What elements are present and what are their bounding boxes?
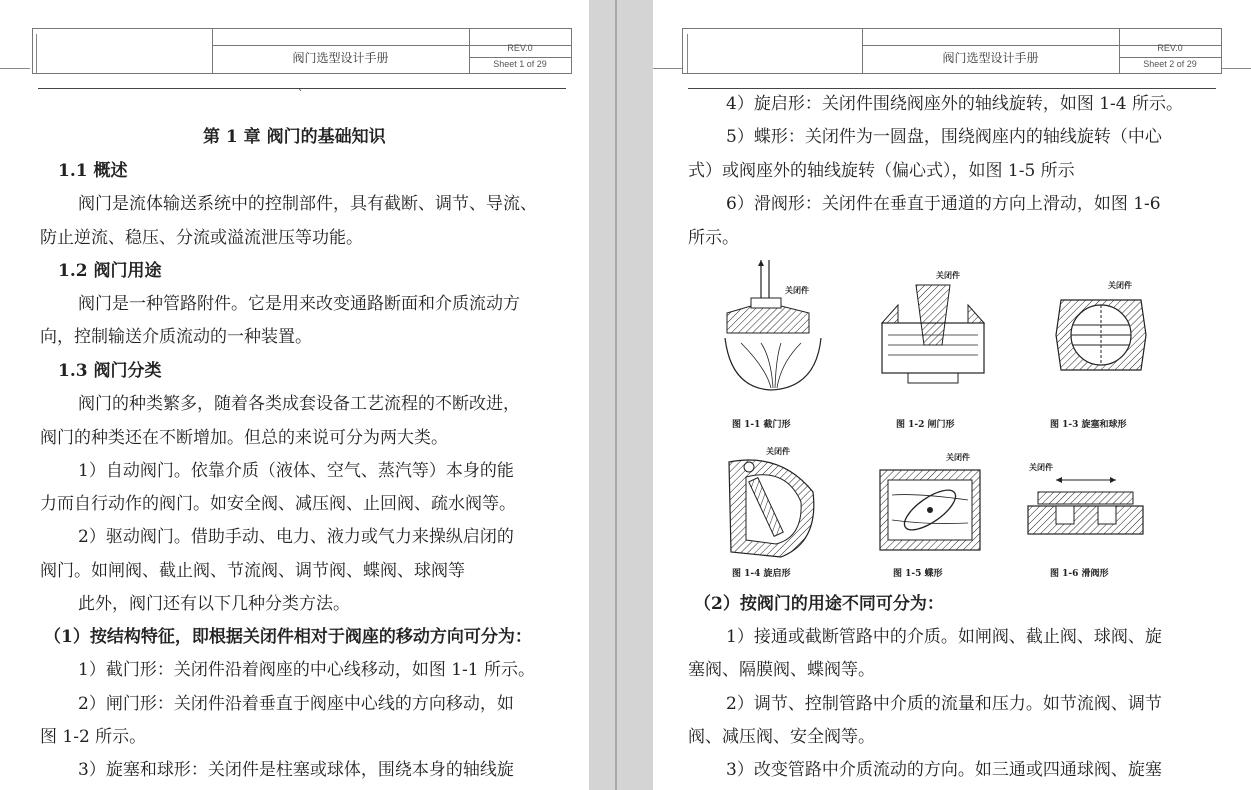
paragraph-line: 2）闸门形：关闭件沿着垂直于阀座中心线的方向移动，如 bbox=[78, 694, 514, 714]
paragraph-line: 3）旋塞和球形：关闭件是柱塞或球体，围绕本身的轴线旋 bbox=[78, 760, 514, 780]
figure-caption: 图 1-3 旋塞和球形 bbox=[1050, 420, 1127, 430]
paragraph-line: 阀门的种类繁多，随着各类成套设备工艺流程的不断改进， bbox=[78, 394, 520, 414]
document-page-1 bbox=[0, 0, 589, 790]
paragraph-line: 所示。 bbox=[688, 228, 739, 248]
header-rev: REV.0 bbox=[507, 43, 533, 53]
header-title: 阀门选型设计手册 bbox=[942, 51, 1039, 65]
paragraph-line: 1）自动阀门。依靠介质（液体、空气、蒸汽等）本身的能 bbox=[78, 461, 514, 481]
paragraph-line: 阀门的种类还在不断增加。但总的来说可分为两大类。 bbox=[40, 428, 448, 448]
crop-mark bbox=[1221, 68, 1251, 69]
crop-mark bbox=[0, 68, 30, 69]
figure-label: 关闭件 bbox=[1108, 280, 1132, 290]
paragraph-line: 6）滑阀形：关闭件在垂直于通道的方向上滑动，如图 1-6 bbox=[726, 194, 1161, 214]
paragraph-line: 2）调节、控制管路中介质的流量和压力。如节流阀、调节 bbox=[726, 694, 1162, 714]
page-gutter bbox=[589, 0, 653, 790]
section-heading: 1.1 概述 bbox=[58, 161, 128, 181]
paragraph-line: 塞阀、隔膜阀、蝶阀等。 bbox=[688, 660, 875, 680]
figure-caption: 图 1-2 闸门形 bbox=[896, 420, 955, 430]
page-header bbox=[32, 28, 572, 74]
paragraph-line: 式）或阀座外的轴线旋转（偏心式），如图 1-5 所示 bbox=[688, 161, 1075, 181]
figure-label: 关闭件 bbox=[785, 285, 809, 295]
paragraph-line: 3）改变管路中介质流动的方向。如三通或四通球阀、旋塞 bbox=[726, 760, 1162, 780]
paragraph-line: 1）截门形：关闭件沿着阀座的中心线移动，如图 1-1 所示。 bbox=[78, 660, 535, 680]
section-heading: 1.2 阀门用途 bbox=[58, 261, 162, 281]
figure-label: 关闭件 bbox=[766, 446, 790, 456]
paragraph-line: 阀门。如闸阀、截止阀、节流阀、调节阀、蝶阀、球阀等 bbox=[40, 561, 465, 581]
figure-label: 关闭件 bbox=[936, 270, 960, 280]
paragraph-line: 图 1-2 所示。 bbox=[40, 727, 147, 747]
figure-1-6-slide-valve bbox=[1026, 470, 1146, 550]
header-title: 阀门选型设计手册 bbox=[292, 51, 389, 65]
page-header bbox=[682, 28, 1222, 74]
figure-label: 关闭件 bbox=[946, 452, 970, 462]
header-sheet: Sheet 2 of 29 bbox=[1143, 59, 1197, 69]
chapter-title: 第 1 章 阀门的基础知识 bbox=[203, 127, 386, 147]
paragraph-line: 4）旋启形：关闭件围绕阀座外的轴线旋转，如图 1-4 所示。 bbox=[726, 94, 1183, 114]
figure-caption: 图 1-4 旋启形 bbox=[732, 569, 791, 579]
figure-1-1-globe-valve bbox=[721, 258, 831, 398]
paragraph-line: 防止逆流、稳压、分流或溢流泄压等功能。 bbox=[40, 228, 363, 248]
document-page-2 bbox=[653, 0, 1251, 790]
figure-1-2-gate-valve bbox=[878, 275, 988, 390]
paragraph-line: 向，控制输送介质流动的一种装置。 bbox=[40, 327, 312, 347]
paragraph-line: 阀、减压阀、安全阀等。 bbox=[688, 727, 875, 747]
crop-mark bbox=[653, 68, 683, 69]
paragraph-line: 力而自行动作的阀门。如安全阀、减压阀、止回阀、疏水阀等。 bbox=[40, 494, 516, 514]
figure-caption: 图 1-5 蝶形 bbox=[893, 569, 943, 579]
paragraph-line: 此外，阀门还有以下几种分类方法。 bbox=[78, 594, 350, 614]
paragraph-line: 阀门是流体输送系统中的控制部件，具有截断、调节、导流、 bbox=[78, 194, 537, 214]
paragraph-line: 2）驱动阀门。借助手动、电力、液力或气力来操纵启闭的 bbox=[78, 527, 514, 547]
header-sheet: Sheet 1 of 29 bbox=[493, 59, 547, 69]
paragraph-line: 5）蝶形：关闭件为一圆盘，围绕阀座内的轴线旋转（中心 bbox=[726, 127, 1162, 147]
paragraph-line: 阀门是一种管路附件。它是用来改变通路断面和介质流动方 bbox=[78, 294, 520, 314]
paragraph-line: 1）接通或截断管路中的介质。如闸阀、截止阀、球阀、旋 bbox=[726, 627, 1162, 647]
classification-heading: （1）按结构特征，即根据关闭件相对于阀座的移动方向可分为： bbox=[44, 627, 532, 647]
figure-1-3-plug-ball-valve bbox=[1051, 285, 1151, 385]
figure-caption: 图 1-6 滑阀形 bbox=[1050, 569, 1109, 579]
section-heading: 1.3 阀门分类 bbox=[58, 361, 162, 381]
header-rule bbox=[688, 88, 1216, 89]
classification-heading: （2）按阀门的用途不同可分为： bbox=[694, 594, 944, 614]
figure-1-5-butterfly-valve bbox=[878, 465, 983, 555]
figure-label: 关闭件 bbox=[1029, 462, 1053, 472]
figure-caption: 图 1-1 截门形 bbox=[732, 420, 791, 430]
text-cursor: ` bbox=[298, 88, 304, 101]
figure-1-4-swing-valve bbox=[721, 452, 821, 562]
header-rev: REV.0 bbox=[1157, 43, 1183, 53]
